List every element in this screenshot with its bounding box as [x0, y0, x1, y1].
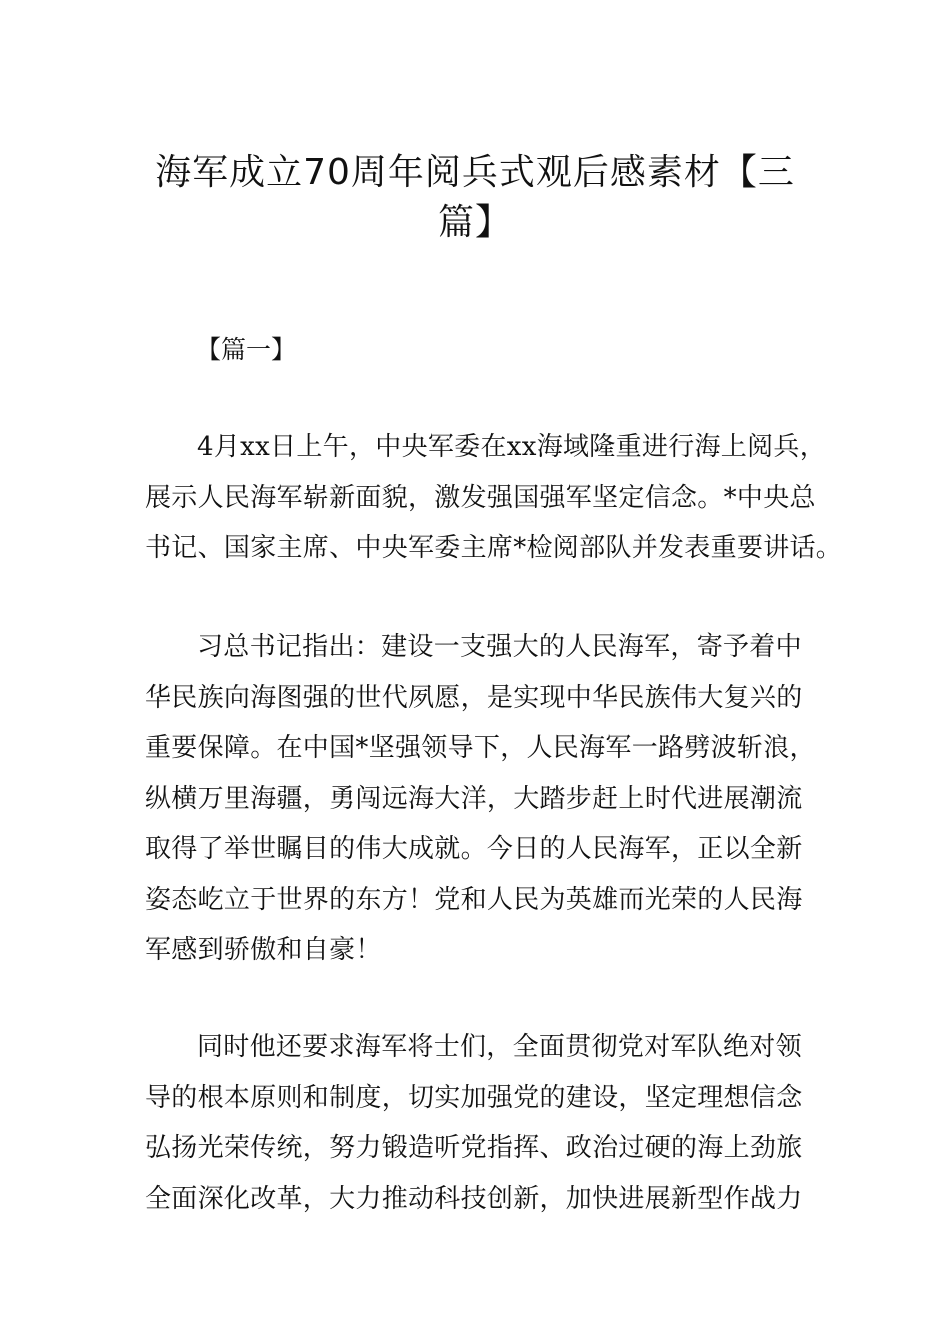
paragraph-line: 姿态屹立于世界的东方！党和人民为英雄而光荣的人民海	[145, 884, 803, 915]
paragraph-line: 4月xx日上午，中央军委在xx海域隆重进行海上阅兵，	[197, 432, 826, 462]
section-label: 【篇一】	[196, 335, 297, 364]
paragraph-line: 习总书记指出：建设一支强大的人民海军，寄予着中	[197, 632, 802, 662]
paragraph-line: 展示人民海军崭新面貌，激发强国强军坚定信念。*中央总	[145, 482, 816, 513]
paragraph-line: 华民族向海图强的世代夙愿，是实现中华民族伟大复兴的	[145, 682, 803, 713]
paragraph-3	[145, 1022, 810, 1224]
paragraph-line: 导的根本原则和制度，切实加强党的建设，坚定理想信念	[145, 1082, 803, 1113]
title-line: 篇】	[437, 202, 512, 243]
paragraph-line: 取得了举世瞩目的伟大成就。今日的人民海军，正以全新	[145, 834, 803, 864]
paragraph-2	[145, 622, 816, 976]
paragraph-line: 全面深化改革，大力推动科技创新，加快进展新型作战力	[145, 1183, 803, 1214]
paragraph-line: 纵横万里海疆，勇闯远海大洋，大踏步赶上时代进展潮流	[145, 783, 803, 814]
paragraph-line: 弘扬光荣传统，努力锻造听党指挥、政治过硬的海上劲旅	[145, 1133, 803, 1163]
paragraph-line: 同时他还要求海军将士们，全面贯彻党对军队绝对领	[197, 1032, 802, 1062]
paragraph-line: 重要保障。在中国*坚强领导下，人民海军一路劈波斩浪，	[145, 733, 816, 763]
paragraph-1	[145, 422, 843, 574]
paragraph-line: 军感到骄傲和自豪！	[145, 935, 382, 965]
paragraph-line: 书记、国家主席、中央军委主席*检阅部队并发表重要讲话。	[145, 533, 843, 563]
title-line: 海军成立70周年阅兵式观后感素材【三	[155, 152, 795, 193]
document-title	[150, 148, 800, 248]
